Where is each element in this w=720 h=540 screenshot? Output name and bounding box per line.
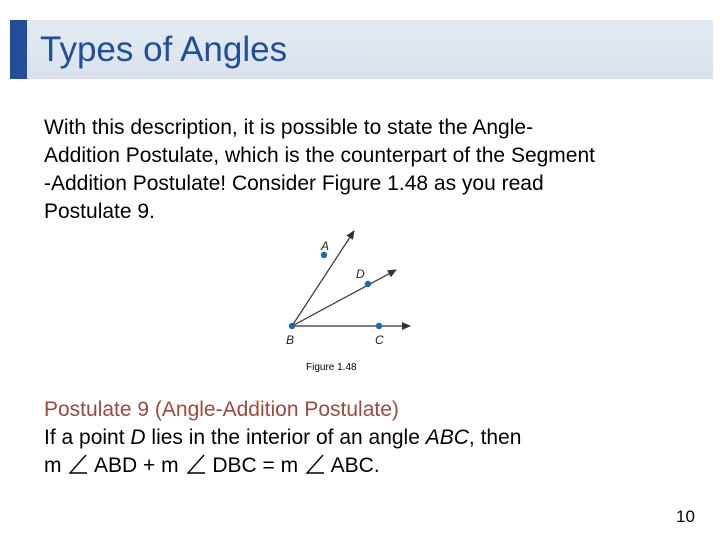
angle-icon: [304, 453, 326, 475]
postulate-line-2: [44, 424, 694, 452]
ray-bd: [292, 270, 396, 326]
label-c: C: [375, 333, 384, 347]
text: , then: [468, 426, 522, 449]
intro-line: Addition Postulate, which is the counterpart of the Segment: [44, 144, 595, 167]
point-b: [289, 323, 295, 329]
point-d: [365, 281, 371, 287]
intro-line: -Addition Postulate! Consider Figure 1.48 as you read: [44, 172, 544, 195]
label-a: A: [321, 239, 330, 253]
page-title: Types of Angles: [40, 30, 288, 69]
angle-icon: [67, 453, 89, 475]
angle-abd: ABD: [94, 454, 138, 477]
text: lies in the interior of an angle: [145, 426, 426, 449]
label-b: B: [286, 333, 295, 347]
postulate-title: Postulate 9 (Angle-Addition Postulate): [44, 398, 399, 421]
point-name: D: [130, 426, 146, 449]
equals-m: = m: [256, 454, 299, 477]
postulate-block: [44, 396, 694, 480]
intro-paragraph: [44, 114, 694, 226]
page-number: 10: [676, 507, 695, 526]
plus-m: + m: [137, 454, 179, 477]
figure-caption: Figure 1.48: [306, 362, 357, 373]
title-accent-bar: [10, 20, 27, 79]
point-c: [376, 323, 382, 329]
angle-icon: [185, 453, 207, 475]
angle-dbc: DBC: [212, 454, 257, 477]
intro-line: With this description, it is possible to state the Angle-: [44, 116, 534, 139]
period: .: [373, 454, 380, 477]
intro-line: Postulate 9.: [44, 200, 155, 223]
measure-m: m: [44, 454, 62, 477]
angle-abc: ABC: [330, 454, 374, 477]
postulate-line-3: [44, 452, 694, 480]
text: If a point: [44, 426, 131, 449]
figure-angle-diagram: [278, 228, 424, 356]
label-d: D: [356, 267, 365, 281]
angle-name: ABC: [425, 426, 469, 449]
